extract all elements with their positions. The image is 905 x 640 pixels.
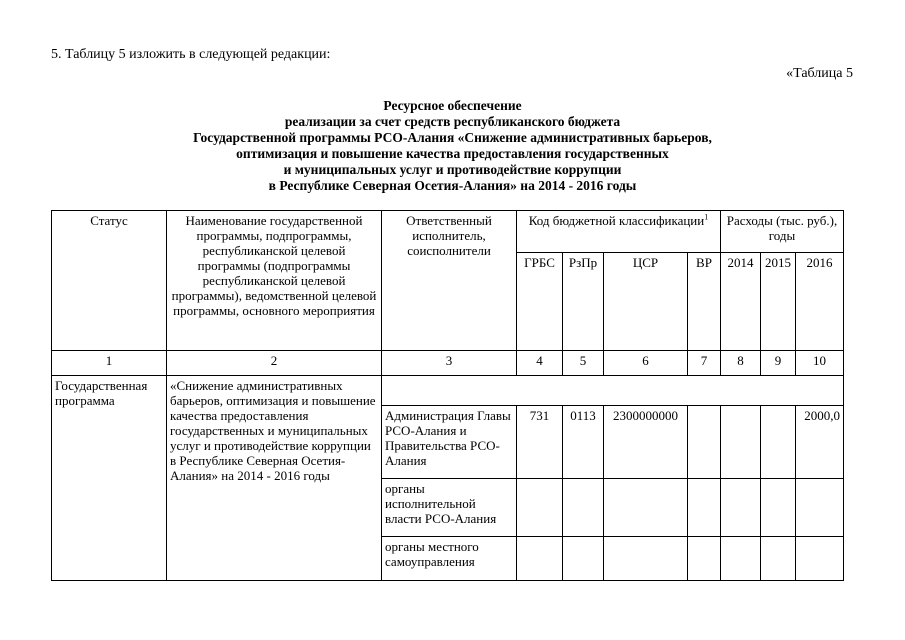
y2014-cell xyxy=(721,537,761,581)
vr-cell xyxy=(688,406,721,479)
column-number: 1 xyxy=(52,351,167,376)
header-budget-code xyxy=(517,211,721,253)
heading-line: в Республике Северная Осетия-Алания» на 2014 - 2016 годы xyxy=(268,178,637,193)
header-rzpr: РзПр xyxy=(563,253,604,351)
header-expenses: Расходы (тыс. руб.), годы xyxy=(721,211,844,253)
header-status: Статус xyxy=(52,211,167,351)
header-2016: 2016 xyxy=(796,253,844,351)
executor-cell: Администрация Главы РСО-Алания и Правительства РСО-Алания xyxy=(382,406,517,479)
table-label: «Таблица 5 xyxy=(786,66,853,81)
header-csr: ЦСР xyxy=(604,253,688,351)
rzpr-cell xyxy=(563,537,604,581)
header-2014: 2014 xyxy=(721,253,761,351)
column-number: 9 xyxy=(761,351,796,376)
column-number: 2 xyxy=(167,351,382,376)
csr-cell xyxy=(604,479,688,537)
heading-line: Государственной программы РСО-Алания «Снижение административных барьеров, xyxy=(193,130,712,145)
resource-table xyxy=(51,210,844,581)
program-name: «Снижение административных барьеров, оптимизация и повышение качества предоставления государственных и муниципальных услуг и противодействие коррупции в Республике Северная Осетия-Алания» на 2014 - 2016 годы xyxy=(167,376,382,581)
header-grbs: ГРБС xyxy=(517,253,563,351)
header-executor: Ответственный исполнитель, соисполнители xyxy=(382,211,517,351)
y2015-cell xyxy=(761,479,796,537)
y2016-cell xyxy=(796,479,844,537)
y2014-cell xyxy=(721,406,761,479)
intro-text: 5. Таблицу 5 изложить в следующей редакции: xyxy=(51,47,331,62)
vr-cell xyxy=(688,537,721,581)
y2016-cell xyxy=(796,537,844,581)
csr-cell: 2300000000 xyxy=(604,406,688,479)
y2016-cell: 2000,0 xyxy=(796,406,844,479)
column-number: 6 xyxy=(604,351,688,376)
vr-cell xyxy=(688,479,721,537)
header-budget-code-label: Код бюджетной классификации xyxy=(528,213,705,228)
grbs-cell xyxy=(517,479,563,537)
heading-line: реализации за счет средств республиканского бюджета xyxy=(284,114,621,129)
column-number: 5 xyxy=(563,351,604,376)
y2014-cell xyxy=(721,479,761,537)
footnote-mark: 1 xyxy=(704,212,709,222)
executor-cell: органы местного самоуправления xyxy=(382,537,517,581)
column-number: 7 xyxy=(688,351,721,376)
heading-line: Ресурсное обеспечение xyxy=(383,98,522,113)
column-number: 3 xyxy=(382,351,517,376)
program-status: Государственная программа xyxy=(52,376,167,581)
column-number: 4 xyxy=(517,351,563,376)
csr-cell xyxy=(604,537,688,581)
column-number: 10 xyxy=(796,351,844,376)
document-heading xyxy=(0,98,905,194)
header-2015: 2015 xyxy=(761,253,796,351)
header-name: Наименование государственной программы, подпрограммы, республиканской целевой программы (подпрограммы республиканской целевой программы), ведомственной целевой программы, основного мероприятия xyxy=(167,211,382,351)
heading-line: оптимизация и повышение качества предоставления государственных xyxy=(236,146,669,161)
grbs-cell xyxy=(517,537,563,581)
heading-line: и муниципальных услуг и противодействие коррупции xyxy=(283,162,622,177)
column-number: 8 xyxy=(721,351,761,376)
y2015-cell xyxy=(761,406,796,479)
grbs-cell: 731 xyxy=(517,406,563,479)
y2015-cell xyxy=(761,537,796,581)
rzpr-cell xyxy=(563,479,604,537)
rzpr-cell: 0113 xyxy=(563,406,604,479)
header-vr: ВР xyxy=(688,253,721,351)
executor-cell: органы исполнительной власти РСО-Алания xyxy=(382,479,517,537)
program-summary-row xyxy=(382,376,844,406)
